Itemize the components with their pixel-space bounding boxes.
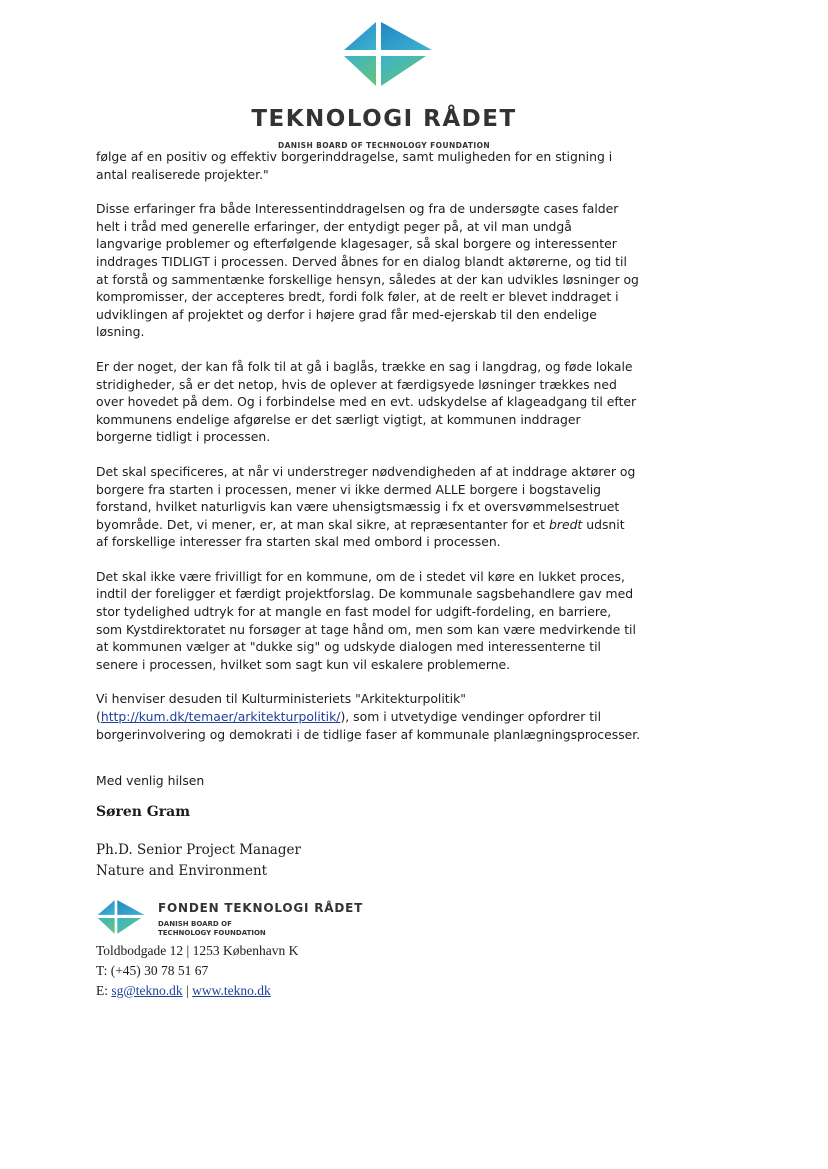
- text-line: senere i processen, hvilket som sagt kun vil eskalere problemerne.: [96, 656, 511, 672]
- text-line: borgerne tidligt i processen.: [96, 429, 271, 445]
- emphasis-text: bredt: [548, 516, 583, 532]
- text-line: at forstå og sammentænke forskellige hensyn, således at der kan udvikles løsninger og: [96, 271, 639, 287]
- text-segment: udsnit: [582, 516, 625, 532]
- text-line: kommunens endelige afgørelse er det særligt vigtigt, at kommunen inddrager: [96, 411, 581, 427]
- text-line: udviklingen af projektet og derfor i højere grad får med-ejerskab til den endelige: [96, 306, 597, 322]
- text-segment: byområde. Det, vi mener, er, at man skal sikre, at repræsentanter for et: [96, 516, 549, 532]
- paragraph-5: [96, 568, 656, 674]
- text-line: følge af en positiv og effektiv borgerinddragelse, samt muligheden for en stigning i: [96, 149, 613, 164]
- text-line: kompromisser, der accepteres bredt, fordi folk føler, at de reelt er blevet inddraget i: [96, 289, 619, 305]
- text-line: løsning.: [96, 324, 145, 340]
- text-line: at kommunen vælger at "dukke sig" og udskyde dialogen med interessenterne til: [96, 639, 601, 655]
- letter-body: [96, 148, 656, 760]
- brand-title: TEKNOLOGI RÅDET: [251, 106, 517, 132]
- text-line: [96, 708, 656, 726]
- title-line: Ph.D. Senior Project Manager: [96, 842, 301, 858]
- text-line: over hovedet på dem. Og i forbindelse med en evt. udskydelse af klageadgang til efter: [96, 394, 637, 410]
- website-link[interactable]: www.tekno.dk: [192, 983, 271, 998]
- text-line: forstand, hvilket naturligvis kan være uhensigtsmæssig i fx et oversvømmelsestruet: [96, 499, 620, 515]
- signatory-name: Søren Gram: [96, 804, 191, 820]
- text-line: borgerinvolvering og demokrati i de tidlige faser af kommunale planlægningsprocesser.: [96, 726, 641, 742]
- paragraph-2: [96, 200, 656, 341]
- text-line: Det skal specificeres, at når vi understreger nødvendigheden af at inddrage aktører og: [96, 463, 636, 479]
- text-line: indtil der foreligger et færdigt projektforslag. De kommunale sagsbehandlere gav med: [96, 586, 634, 602]
- email-link[interactable]: sg@tekno.dk: [111, 983, 183, 998]
- contact-block: [96, 941, 298, 1001]
- foundation-name: FONDEN TEKNOLOGI RÅDET: [158, 901, 364, 915]
- paragraph-3: [96, 358, 656, 446]
- text-line: af forskellige interesser fra starten skal med ombord i processen.: [96, 534, 501, 550]
- text-line: helt i tråd med generelle erfaringer, der entydigt peger på, at vil man undgå: [96, 218, 572, 234]
- text-line: Det skal ikke være frivilligt for en kommune, om de i stedet vil køre en lukket proces,: [96, 568, 625, 584]
- phone-number: T: (+45) 30 78 51 67: [96, 963, 209, 978]
- text-segment: ), som i utvetydige vendinger opfordrer til: [340, 709, 602, 725]
- text-line: langvarige problemer og efterfølgende klagesager, så skal borgere og interessenter: [96, 236, 617, 252]
- email-label: E:: [96, 983, 112, 998]
- brand-subtitle: DANISH BOARD OF TECHNOLOGY FOUNDATION: [277, 141, 491, 150]
- separator: |: [182, 983, 193, 998]
- text-line: stridigheder, så er det netop, hvis de oplever at færdigsyede løsninger trækkes ned: [96, 376, 617, 392]
- text-line: som Kystdirektoratet nu forsøger at tage hånd om, men som kan være medvirkende til: [96, 621, 636, 637]
- paragraph-6: [96, 690, 656, 743]
- text-segment: (: [96, 709, 101, 725]
- text-line: inddrages TIDLIGT i processen. Derved åbnes for en dialog blandt aktørerne, og tid til: [96, 253, 627, 269]
- title-line: Nature and Environment: [96, 863, 268, 879]
- foundation-subtitle: [158, 920, 266, 937]
- text-line: stor tydelighed udtryk for at mangle en fast model for udgift-fordeling, en barriere,: [96, 604, 612, 620]
- closing-greeting: Med venlig hilsen: [96, 773, 205, 788]
- subtitle-line: DANISH BOARD OF: [158, 920, 232, 928]
- text-line: Disse erfaringer fra både Interessentinddragelsen og fra de undersøgte cases falder: [96, 201, 619, 217]
- foundation-logo-icon: [96, 898, 146, 936]
- paragraph-1: [96, 148, 656, 183]
- paragraph-4: [96, 463, 656, 551]
- text-line: borgere fra starten i processen, mener vi ikke dermed ALLE borgere i bogstavelig: [96, 481, 602, 497]
- subtitle-line: TECHNOLOGY FOUNDATION: [158, 928, 266, 937]
- text-line: [96, 516, 656, 534]
- postal-address: Toldbodgade 12 | 1253 København K: [96, 943, 299, 958]
- text-line: Vi henviser desuden til Kulturministeriets "Arkitekturpolitik": [96, 691, 466, 707]
- email-website-line: [96, 981, 298, 1001]
- text-line: Er der noget, der kan få folk til at gå i baglås, trække en sag i langdrag, og føde lokale: [96, 358, 633, 374]
- signatory-title: [96, 840, 301, 882]
- arkitekturpolitik-link[interactable]: http://kum.dk/temaer/arkitekturpolitik/: [100, 709, 341, 725]
- text-line: antal realiserede projekter.": [96, 166, 269, 182]
- teknologi-raadet-logo-icon: [342, 18, 434, 90]
